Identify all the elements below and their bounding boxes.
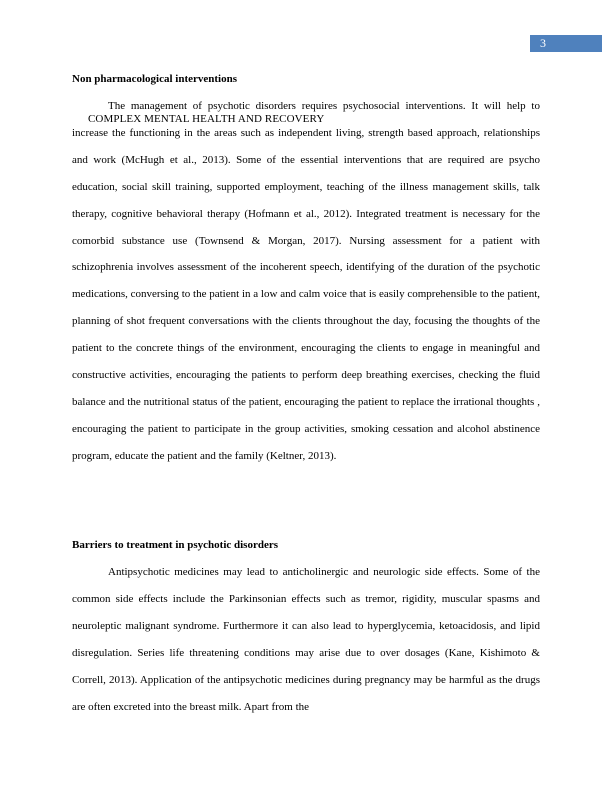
section-heading-non-pharmacological: Non pharmacological interventions [72, 73, 237, 85]
page-number: 3 [540, 36, 546, 50]
running-head: COMPLEX MENTAL HEALTH AND RECOVERY [88, 113, 325, 125]
section-paragraph-non-pharmacological: The management of psychotic disorders requires psychosocial interventions. It will help to increase the functioning in the areas such as independent living, strength based approach, relationships and work (McHugh et al., 2013). Some of the essential interventions that are required are psycho education, social skill training, supported employment, teaching of the illness management skills, talk therapy, cognitive behavioral therapy (Hofmann et al., 2012). Integrated treatment is necessary for the comorbid substance use (Townsend & Morgan, 2017). Nursing assessment for a patient with schizophrenia involves assessment of the incoherent speech, identifying of the duration of the psychotic medications, conversing to the patient in a low and calm voice that is easily comprehensible to the patient, planning of shot frequent conversations with the clients throughout the day, focusing the thoughts of the patient to the concrete things of the environment, encouraging the clients to engage in meaningful and constructive activities, encouraging the patients to perform deep breathing exercises, checking the fluid balance and the nutritional status of the patient, encouraging the patient to replace the irrational thoughts , encouraging the patient to participate in the group activities, smoking cessation and alcohol abstinence program, educate the patient and the family (Keltner, 2013). [72, 100, 540, 462]
section-heading-barriers: Barriers to treatment in psychotic disorders [72, 539, 279, 551]
page-number-badge [530, 35, 602, 52]
section-paragraph-barriers: Antipsychotic medicines may lead to anticholinergic and neurologic side effects. Some of the common side effects include the Parkinsonian effects such as tremor, rigidity, muscular spasms and neuroleptic malignant syndrome. Furthermore it can also lead to hyperglycemia, ketoacidosis, and lipid disregulation. Series life threatening conditions may arise due to over dosages (Kane, Kishimoto & Correll, 2013). Application of the antipsychotic medicines during pregnancy may be harmful as the drugs are often excreted into the breast milk. Apart from the [72, 566, 540, 713]
